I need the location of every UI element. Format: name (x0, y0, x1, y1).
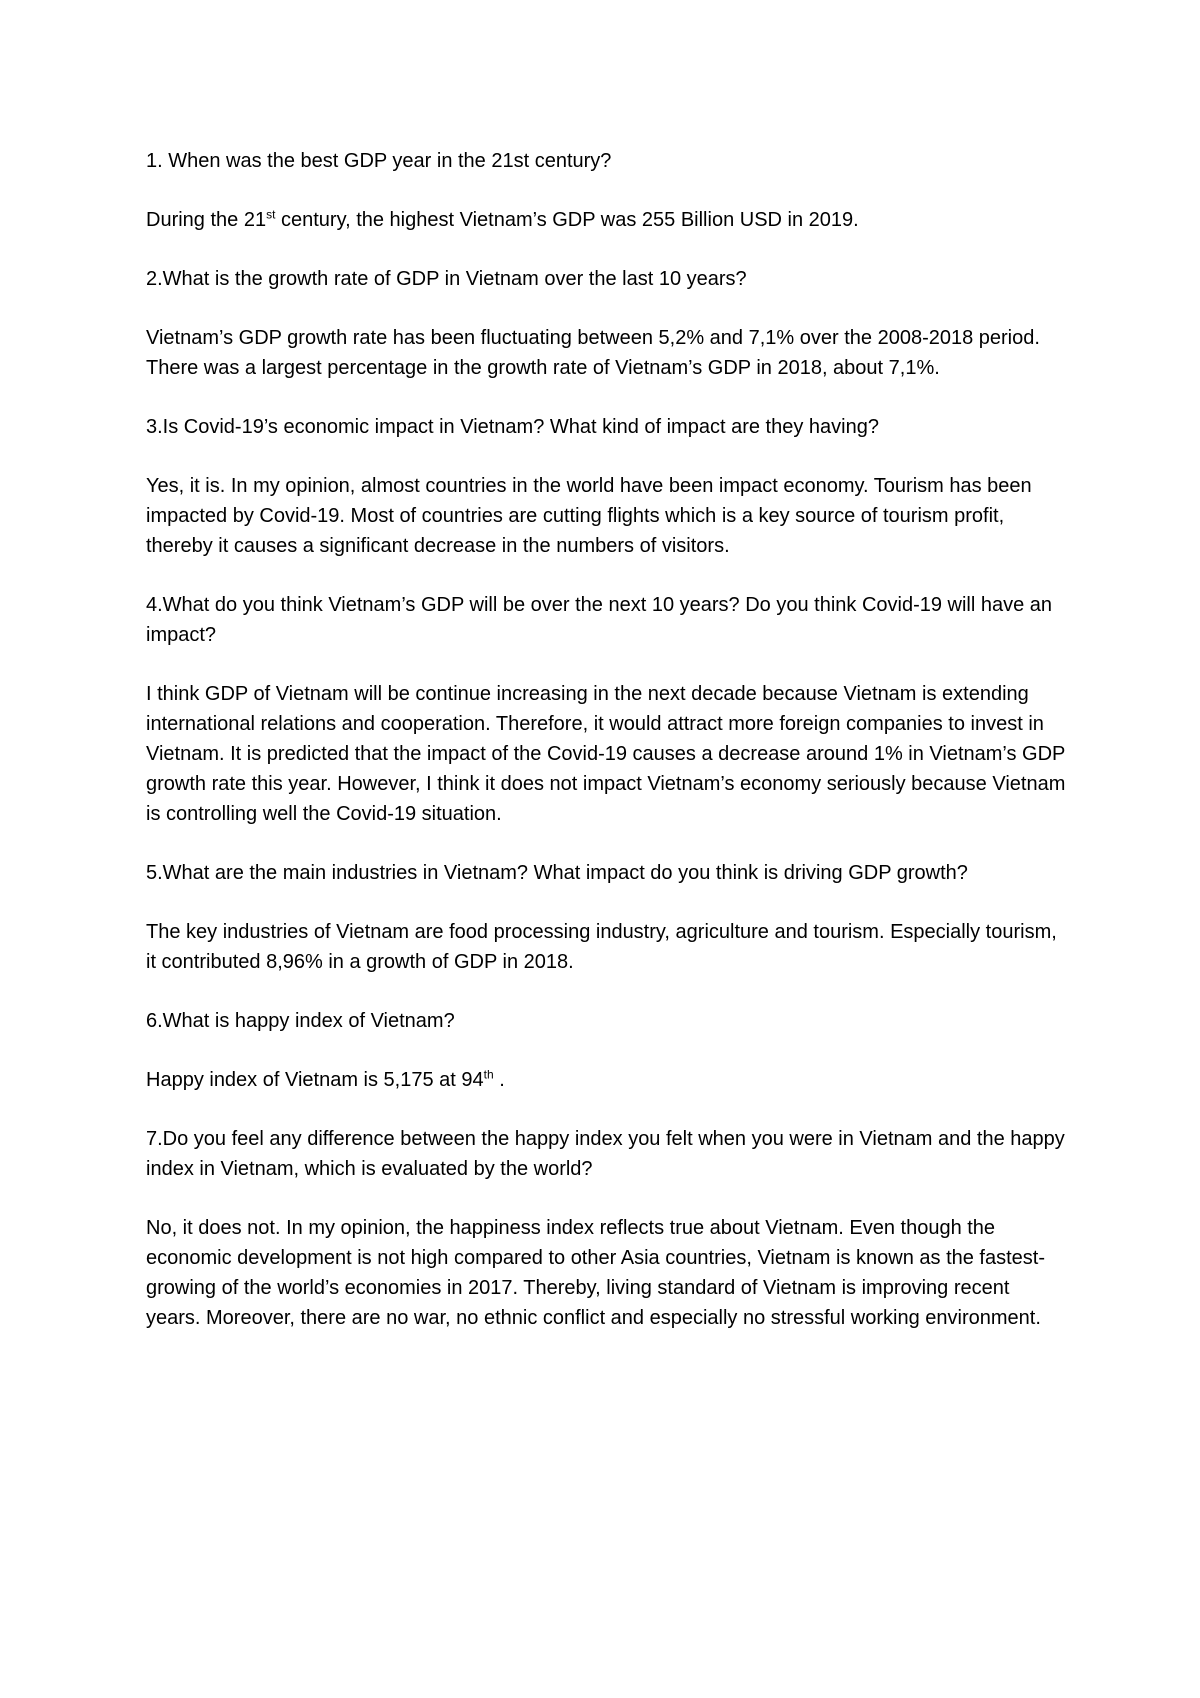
question-1: 1. When was the best GDP year in the 21st century? (146, 150, 612, 172)
question-5: 5.What are the main industries in Vietnam? What impact do you think is driving GDP growth? (146, 862, 968, 884)
ordinal-suffix: st (266, 207, 276, 222)
answer-6-text-rest: . (493, 1069, 505, 1091)
answer-6 (146, 1065, 1066, 1095)
question-3: 3.Is Covid-19’s economic impact in Vietnam? What kind of impact are they having? (146, 416, 879, 438)
question-7: 7.Do you feel any difference between the happy index you felt when you were in Vietnam and the happy index in Vietnam, which is evaluated by the world? (146, 1128, 1065, 1180)
answer-2: Vietnam’s GDP growth rate has been fluctuating between 5,2% and 7,1% over the 2008-2018 period. There was a largest percentage in the growth rate of Vietnam’s GDP in 2018, about 7,1%. (146, 327, 1040, 379)
answer-3: Yes, it is. In my opinion, almost countries in the world have been impact economy. Tourism has been impacted by Covid-19. Most of countries are cutting flights which is a key source of tourism profit, thereby it causes a significant decrease in the numbers of visitors. (146, 475, 1032, 557)
answer-5: The key industries of Vietnam are food processing industry, agriculture and tourism. Especially tourism, it contributed 8,96% in a growth of GDP in 2018. (146, 921, 1057, 973)
question-4: 4.What do you think Vietnam’s GDP will be over the next 10 years? Do you think Covid-19 will have an impact? (146, 594, 1053, 646)
question-6: 6.What is happy index of Vietnam? (146, 1010, 455, 1032)
document-body (146, 146, 1066, 1362)
ordinal-suffix: th (483, 1067, 494, 1082)
answer-7: No, it does not. In my opinion, the happiness index reflects true about Vietnam. Even though the economic development is not high compared to other Asia countries, Vietnam is known as the fastest-growing of the world’s economies in 2017. Thereby, living standard of Vietnam is improving recent years. Moreover, there are no war, no ethnic conflict and especially no stressful working environment. (146, 1217, 1046, 1329)
answer-4: I think GDP of Vietnam will be continue increasing in the next decade because Vietnam is extending international relations and cooperation. Therefore, it would attract more foreign companies to invest in Vietnam. It is predicted that the impact of the Covid-19 causes a decrease around 1% in Vietnam’s GDP growth rate this year. However, I think it does not impact Vietnam’s economy seriously because Vietnam is controlling well the Covid-19 situation. (146, 683, 1066, 825)
answer-6-text: Happy index of Vietnam is 5,175 at 94 (146, 1069, 484, 1091)
answer-1-text: During the 21 (146, 209, 267, 231)
answer-1 (146, 205, 1066, 235)
question-2: 2.What is the growth rate of GDP in Vietnam over the last 10 years? (146, 268, 747, 290)
answer-1-text-rest: century, the highest Vietnam’s GDP was 255 Billion USD in 2019. (275, 209, 859, 231)
